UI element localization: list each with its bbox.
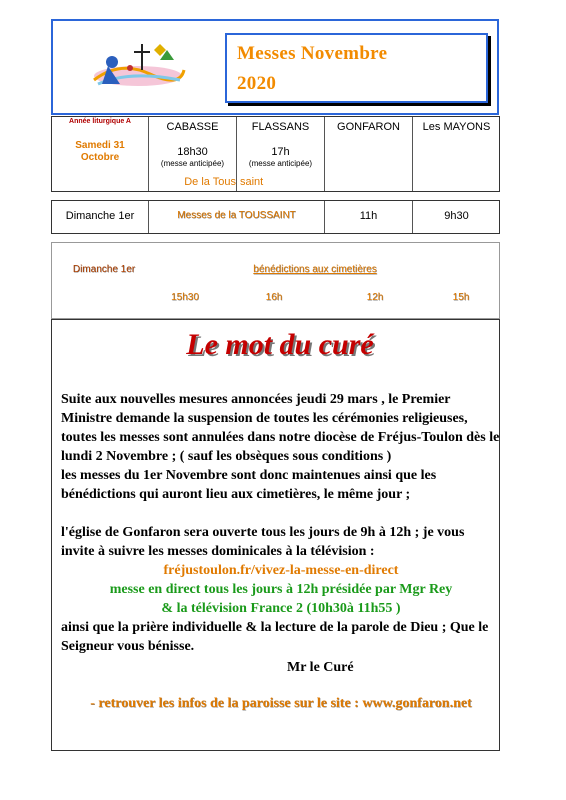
cure-paragraph-4: ainsi que la prière individuelle & la lecture de la parole de Dieu ; Que le Seigneur vous bénisse. <box>61 620 489 654</box>
blessings-time-mayons: 15h <box>452 292 470 303</box>
column-flassans: FLASSANS <box>251 121 310 133</box>
parish-logo <box>90 40 186 90</box>
title-line-1: Messes Novembre <box>237 43 388 64</box>
mayons-time: 9h30 <box>444 210 469 222</box>
gonfaron-time: 11h <box>359 210 378 222</box>
column-cabasse: CABASSE <box>166 121 219 133</box>
blessings-time-flassans: 16h <box>265 292 283 303</box>
sunday-label: Dimanche 1er <box>65 210 135 222</box>
logo-image <box>90 40 186 90</box>
toussaint-text-part1: De la Tous <box>184 176 236 188</box>
cure-message <box>61 390 501 713</box>
schedule-row-blessings <box>51 242 500 319</box>
website-footer[interactable]: - retrouver les infos de la paroisse sur le site : www.gonfaron.net <box>90 696 472 711</box>
live-mass-daily: messe en direct tous les jours à 12h présidée par Mgr Rey <box>109 582 453 597</box>
blessings-sunday-label: Dimanche 1er <box>72 264 136 275</box>
liturgical-year-label: Année liturgique A <box>69 118 131 125</box>
title-box <box>225 33 488 103</box>
date-label-line2: Octobre <box>80 152 120 163</box>
live-mass-link[interactable]: fréjustoulon.fr/vivez-la-messe-en-direct <box>163 563 399 578</box>
date-label-line1: Samedi 31 <box>75 140 125 151</box>
toussaint-mass-label: Messes de la TOUSSAINT <box>177 210 296 221</box>
blessings-time-gonfaron: 12h <box>366 292 384 303</box>
cure-paragraph-3: l'église de Gonfaron sera ouverte tous les jours de 9h à 12h ; je vous invite à suivre les messes dominicales à la télévision : <box>61 525 465 559</box>
cabasse-note: (messe anticipée) <box>160 159 225 168</box>
blessings-title: bénédictions aux cimetières <box>253 264 377 275</box>
column-gonfaron: GONFARON <box>337 121 400 133</box>
title-line-2: 2020 <box>237 73 277 94</box>
cabasse-time: 18h30 <box>177 146 208 158</box>
flassans-note: (messe anticipée) <box>248 159 313 168</box>
column-mayons: Les MAYONS <box>422 121 491 133</box>
toussaint-text-part2: saint <box>240 176 264 188</box>
blessings-time-cabasse: 15h30 <box>171 292 199 303</box>
tv-mass-info: & la télévision France 2 (10h30à 11h55 ) <box>161 601 401 616</box>
cure-paragraph-1: Suite aux nouvelles mesures annoncées jeudi 29 mars , le Premier Ministre demande la suspension de toutes les cérémonies religieuses, toutes les messes sont annulées dans notre diocèse de Fréjus-Toulon dès le lundi 2 Novembre ; ( sauf les obsèques sous conditions ) <box>61 392 500 464</box>
cure-title: Le mot du curé <box>186 328 374 361</box>
flassans-time: 17h <box>271 146 290 158</box>
cure-paragraph-2: les messes du 1er Novembre sont donc maintenues ainsi que les bénédictions qui auront lieu aux cimetières, le même jour ; <box>61 468 437 502</box>
cure-signature: Mr le Curé <box>287 660 354 675</box>
